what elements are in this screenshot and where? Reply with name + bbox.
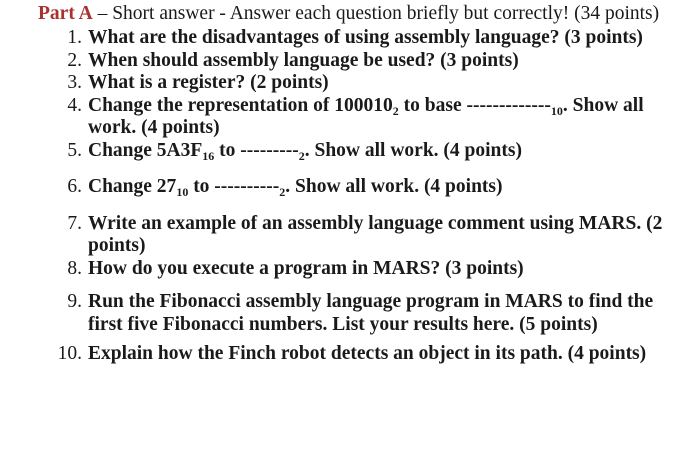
question-number: 9.: [67, 291, 82, 312]
question-10: [38, 343, 678, 366]
question-number: 2.: [67, 49, 82, 71]
question-number: 1.: [67, 27, 82, 48]
question-text-part: . Show all work. (4 points): [304, 139, 522, 161]
question-text-part: to ----------: [188, 176, 280, 197]
question-9: [38, 291, 678, 336]
question-text-part: . Show all work. (4 points): [88, 94, 644, 138]
question-number: 5.: [67, 139, 82, 161]
question-3: [38, 72, 678, 95]
question-text-part: Change 27: [88, 176, 177, 197]
question-2: [38, 50, 678, 73]
question-text: What is a register? (2 points): [88, 72, 329, 93]
question-text-part: to ---------: [214, 139, 299, 161]
question-text: Explain how the Finch robot detects an object in its path. (4 points): [88, 343, 647, 364]
question-text: Run the Fibonacci assembly language program in MARS to find the first five Fibonacci numbers. List your results here. (5 points): [88, 291, 654, 335]
question-number: 10.: [57, 343, 82, 364]
question-text-part: to base -------------: [398, 94, 551, 116]
question-4: [38, 95, 678, 140]
part-label: Part A: [38, 3, 93, 24]
question-text-part: Change the representation of 100010: [88, 94, 393, 116]
section-intro: [38, 2, 678, 25]
base-subscript: 10: [176, 185, 189, 199]
question-number: 6.: [67, 176, 82, 197]
question-text: When should assembly language be used? (3 points): [88, 49, 519, 71]
base-subscript: 2: [279, 185, 286, 199]
question-number: 8.: [67, 257, 82, 279]
intro-text: – Short answer - Answer each question briefly but correctly! (34 points): [92, 3, 660, 24]
base-subscript: 2: [298, 148, 305, 163]
question-number: 7.: [67, 212, 82, 234]
question-number: 4.: [67, 94, 82, 116]
document: [38, 2, 678, 366]
question-5: [38, 140, 678, 163]
question-text: Write an example of an assembly language comment using MARS. (2 points): [88, 212, 663, 256]
question-7: [38, 213, 678, 258]
question-text: [88, 95, 644, 139]
question-text: What are the disadvantages of using assembly language? (3 points): [88, 27, 643, 48]
question-text: [88, 140, 522, 161]
base-subscript: 16: [202, 148, 215, 163]
question-text-part: Change 5A3F: [88, 139, 203, 161]
question-text: [88, 176, 503, 197]
base-subscript: 2: [392, 103, 399, 118]
question-number: 3.: [67, 72, 82, 93]
question-text-part: . Show all work. (4 points): [285, 176, 503, 197]
question-6: [38, 176, 678, 199]
question-1: [38, 27, 678, 50]
base-subscript: 10: [550, 103, 563, 118]
question-text: How do you execute a program in MARS? (3 points): [88, 257, 524, 279]
question-8: [38, 258, 678, 281]
question-list: [38, 27, 678, 366]
